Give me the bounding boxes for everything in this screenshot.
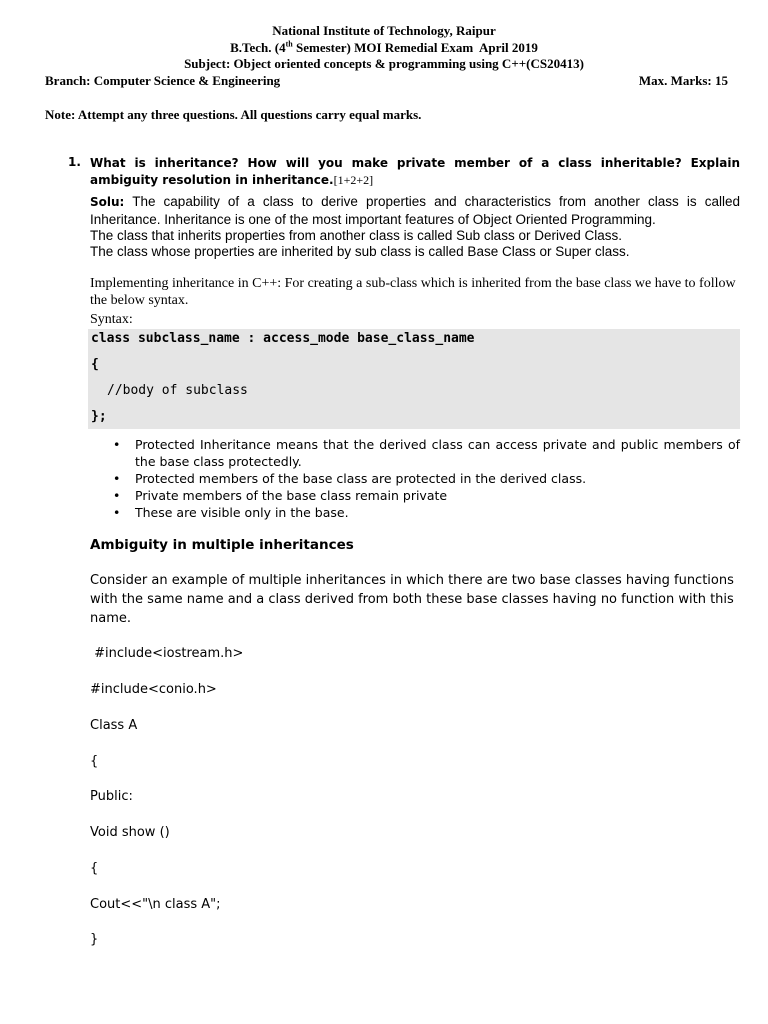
list-item: • Protected Inheritance means that the derived class can access private and public members of the base class protectedly.	[113, 437, 740, 469]
code-line: {	[90, 861, 99, 876]
implementing-paragraph: Implementing inheritance in C++: For creating a sub-class which is inherited from the base class we have to follow the below syntax.	[90, 276, 736, 308]
institute-title: National Institute of Technology, Raipur	[272, 23, 496, 38]
ambiguity-paragraph: Consider an example of multiple inheritances in which there are two base classes having functions with the same name and a class derived from both these base classes having no function with this name.	[90, 573, 734, 626]
bullet-icon: •	[113, 488, 121, 503]
solution-label: Solu:	[90, 195, 125, 209]
code-line: {	[91, 357, 99, 372]
bullet-icon: •	[113, 505, 121, 520]
code-line: Public:	[90, 789, 133, 804]
list-item: • Protected members of the base class are protected in the derived class.	[113, 471, 587, 486]
baseclass-definition: The class whose properties are inherited by sub class is called Base Class or Super class.	[90, 244, 630, 259]
bullet-list	[90, 436, 740, 521]
branch-label: Branch: Computer Science & Engineering	[45, 73, 281, 88]
subject-title: Subject: Object oriented concepts & programming using C++(CS20413)	[184, 56, 584, 71]
list-item: • These are visible only in the base.	[113, 505, 349, 520]
code-line: #include<conio.h>	[90, 682, 217, 697]
code-line: class subclass_name : access_mode base_class_name	[91, 331, 475, 346]
code-line: Void show ()	[90, 825, 170, 840]
subclass-definition: The class that inherits properties from another class is called Sub class or Derived Class.	[90, 228, 622, 243]
code-line: }	[90, 932, 99, 947]
code-line: {	[90, 754, 99, 769]
code-line: };	[91, 409, 107, 424]
list-item: • Private members of the base class remain private	[113, 488, 448, 503]
code-line: #include<iostream.h>	[90, 646, 244, 661]
instruction-note: Note: Attempt any three questions. All questions carry equal marks.	[45, 107, 422, 122]
bullet-icon: •	[113, 471, 121, 486]
question-marks: [1+2+2]	[333, 173, 374, 187]
question-number: 1.	[68, 155, 81, 169]
section-heading: Ambiguity in multiple inheritances	[90, 537, 354, 553]
code-line: Class A	[90, 718, 138, 733]
bullet-icon: •	[113, 437, 121, 452]
exam-title: B.Tech. (4th Semester) MOI Remedial Exam April 2019	[230, 39, 538, 55]
solution-paragraph: Solu: The capability of a class to derive properties and characteristics from another class is called Inheritance. Inheritance is one of the most important features of Object Oriented Programming.	[90, 194, 740, 227]
code-line: Cout<<"\n class A";	[90, 897, 221, 912]
max-marks-label: Max. Marks: 15	[638, 73, 728, 88]
syntax-label: Syntax:	[90, 312, 133, 327]
question-text: What is inheritance? How will you make private member of a class inheritable? Explain ambiguity resolution in inheritance.[1+2+2]	[90, 156, 740, 187]
code-line: //body of subclass	[107, 383, 248, 398]
